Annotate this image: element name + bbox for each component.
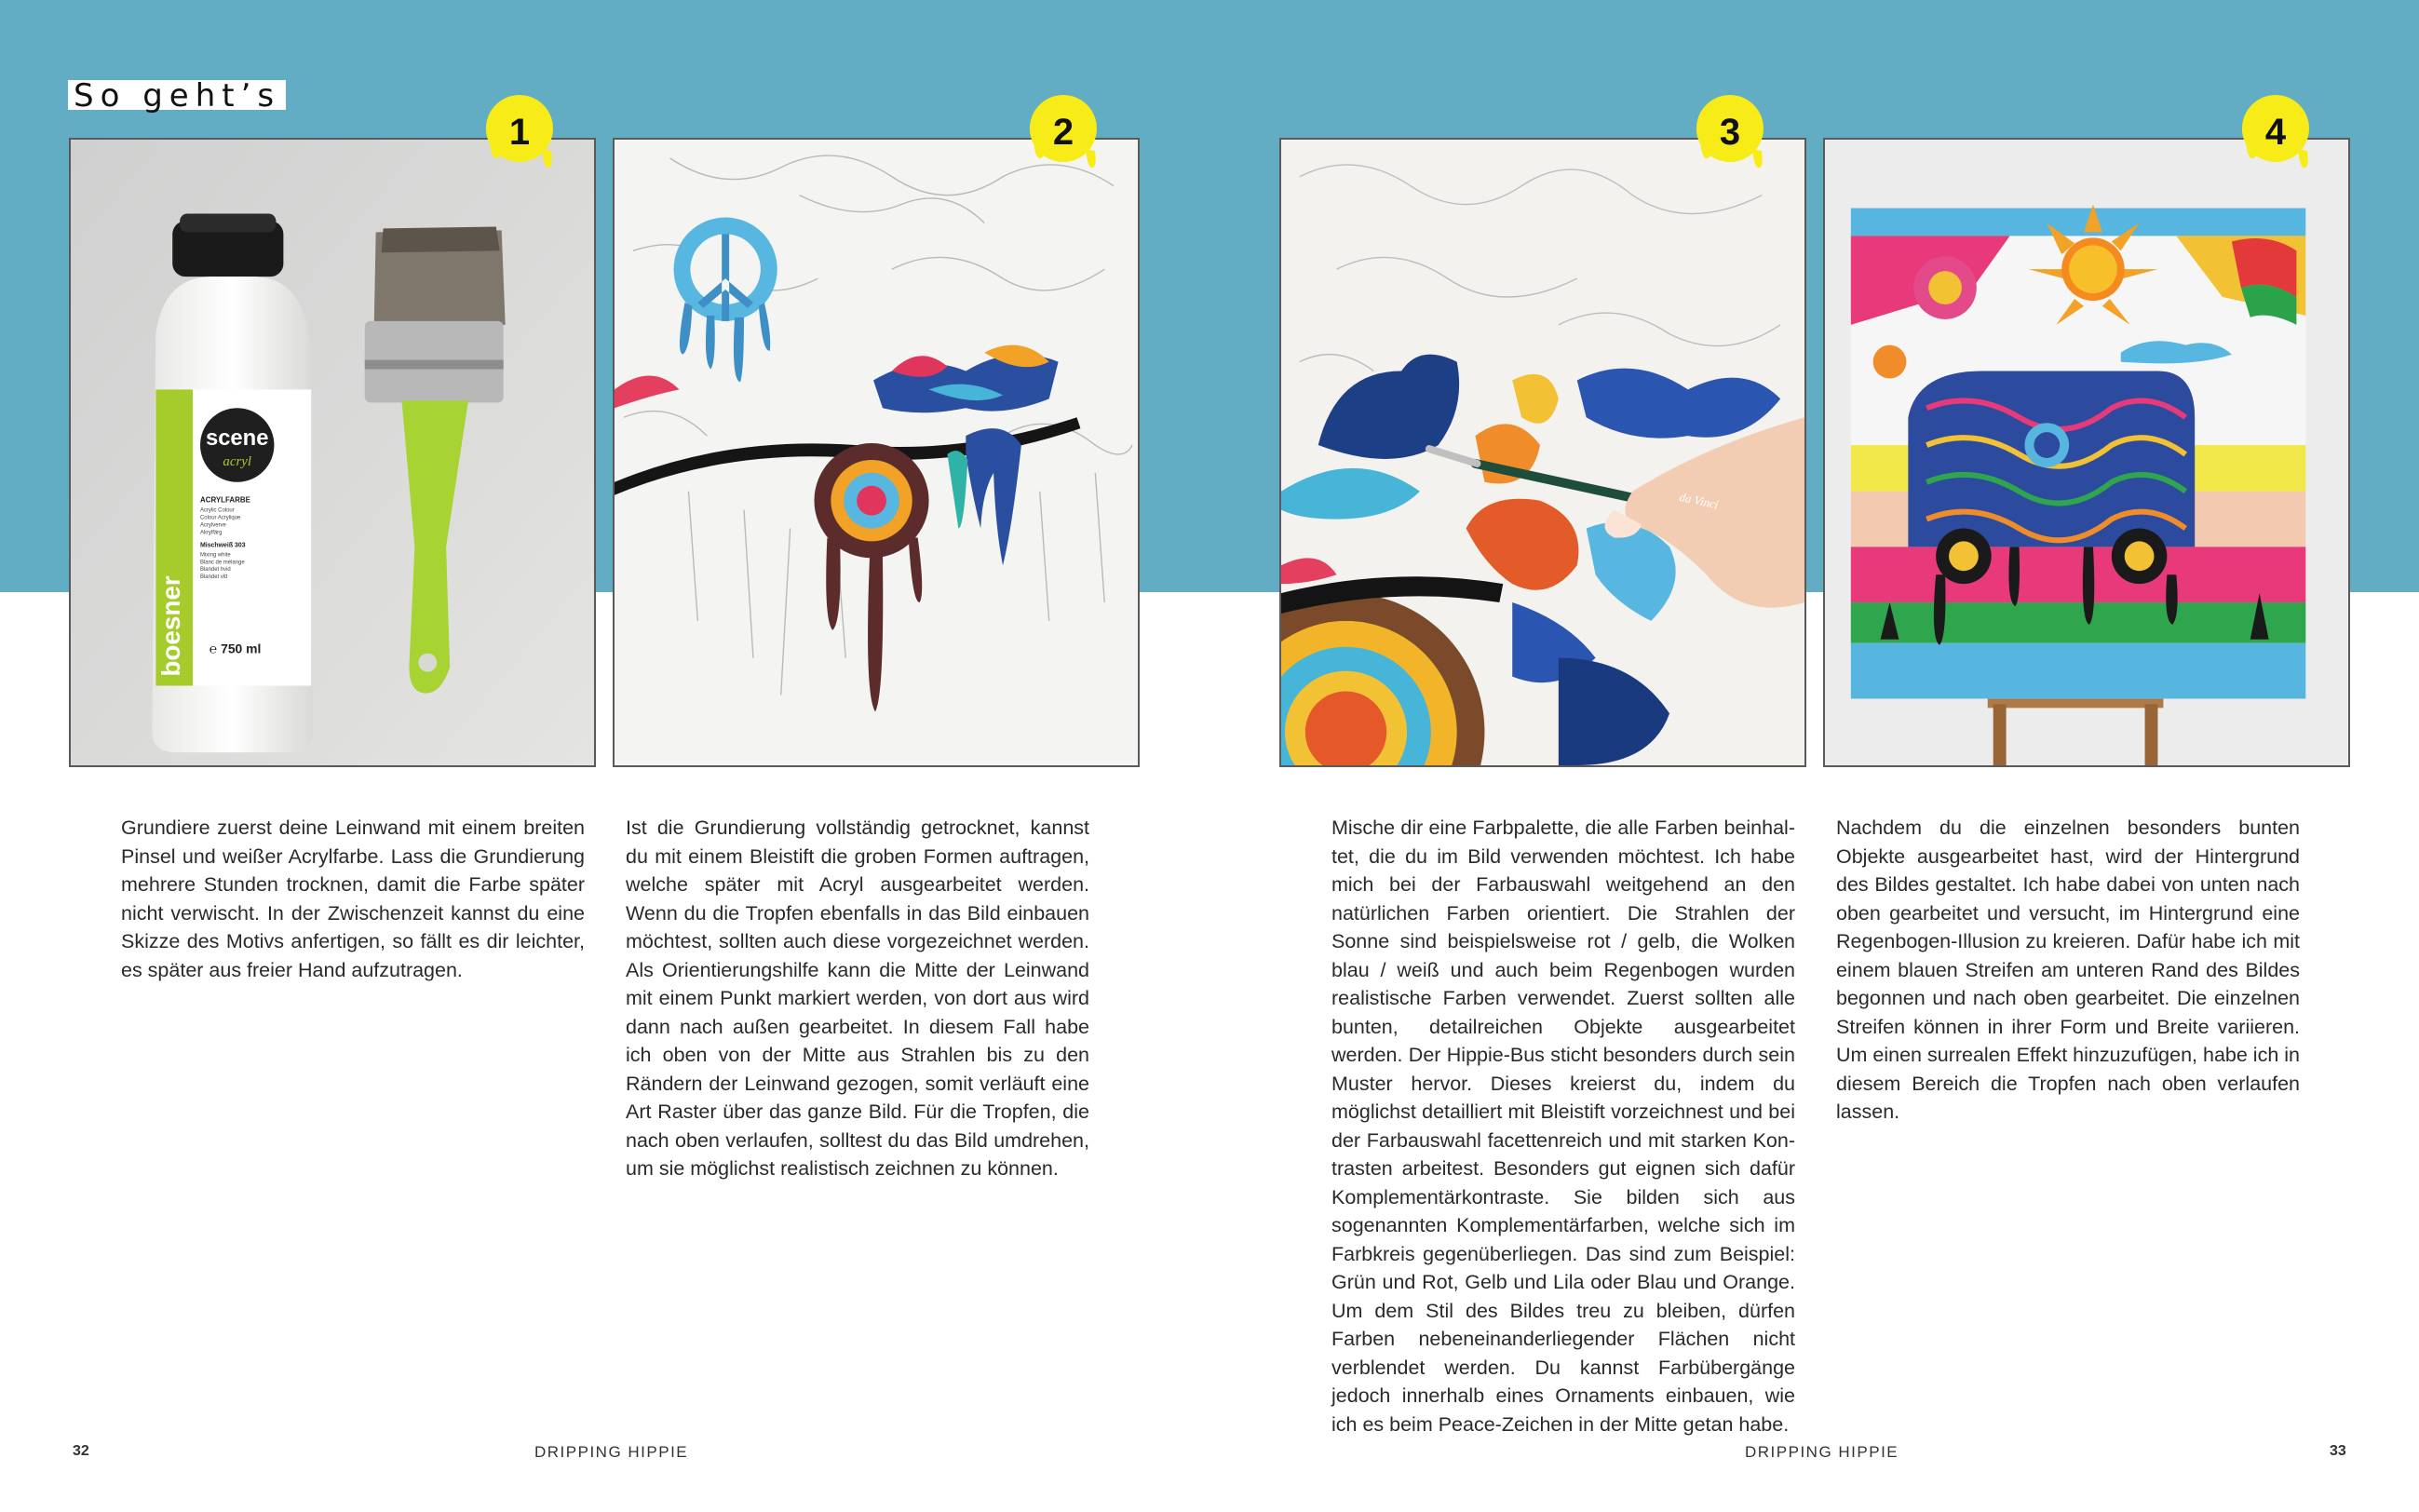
step-2-photo — [613, 138, 1140, 767]
bottle-color-line: Blandet vitt — [200, 574, 228, 581]
bottle-product-name: scene — [205, 425, 269, 452]
step-3-number: 3 — [1719, 112, 1741, 153]
step-3-badge — [1695, 93, 1806, 205]
bottle-color-line: Blandet hvid — [200, 567, 231, 574]
section-heading: So geht’s — [68, 80, 286, 110]
bottle-volume: ℮ 750 ml — [209, 641, 262, 656]
bottle-brand: boesner — [156, 575, 186, 677]
step-4-badge — [2240, 93, 2352, 205]
right-page-number: 33 — [2330, 1443, 2346, 1459]
bottle-label-line: Colour Acrylique — [200, 515, 241, 521]
bottle-product-sub: acryl — [223, 453, 252, 469]
step-1-badge — [484, 93, 596, 205]
step-4-photo — [1823, 138, 2350, 767]
bottle-label-title: ACRYLFARBE — [200, 495, 250, 505]
bottle-label-line: Akrylfärg — [200, 530, 223, 536]
bottle-label-line: Acrylic Colour — [200, 507, 235, 514]
bottle-color-name: Mischweiß 303 — [200, 542, 246, 549]
step-2-number: 2 — [1052, 112, 1074, 153]
step-2-badge — [1028, 93, 1140, 205]
right-running-title: DRIPPING HIPPIE — [1745, 1443, 1899, 1461]
step-1-number: 1 — [508, 112, 531, 153]
bottle-color-line: Blanc de mélange — [200, 560, 245, 566]
step-3-text: Mische dir eine Farbpalette, die alle Farben beinhaltet, die du im Bild verwenden möchtest. Ich habe mich bei der Farbauswahl weitgehend an den natürlichen Farben orientiert. Die Strahlen der Sonne sind beispielsweise rot / gelb, die Wolken blau / weiß und auch beim Regenbogen wurden realistische Farben verwendet. Zuerst sollten alle bunten, detailreichen Objekte ausgearbeitet werden. Der Hippie-Bus sticht besonders durch sein Muster hervor. Dieses kreierst du, indem du möglichst detailliert mit Bleistift vorzeichnest und bei der Farbauswahl facettenreich und mit starken Kontrasten arbeitest. Besonders gut eignen sich dafür Komplementärkontraste. Sie bilden sich aus sogenannten Komplementärfarben, welche sich im Farbkreis gegenüberliegen. Das sind zum Beispiel: Grün und Rot, Gelb und Lila oder Blau und Orange. Um dem Stil des Bildes treu zu bleiben, dürfen Farben nebeneinanderliegender Flächen nicht verblendet werden. Du kannst Farbübergänge jedoch innerhalb eines Ornaments einbauen, wie ich es beim Peace-Zeichen in der Mitte getan habe. — [1331, 817, 1795, 1436]
step-1-photo — [69, 138, 596, 767]
step-3-photo — [1279, 138, 1806, 767]
brush-label: da Vinci — [1678, 489, 1720, 512]
left-page-number: 32 — [73, 1443, 89, 1459]
step-1-text: Grundiere zuerst deine Leinwand mit einem breiten Pinsel und weißer Acrylfarbe. Lass die Grundierung mehrere Stunden trocknen, damit die Farbe später nicht verwischt. In der Zwischenzeit kannst du eine Skizze des Motivs anfertigen, so fällt es dir leichter, es später aus freier Hand aufzutragen. — [121, 817, 585, 981]
left-running-title: DRIPPING HIPPIE — [534, 1443, 689, 1461]
step-4-text: Nachdem du die einzelnen besonders bunten Objekte ausgearbeitet hast, wird der Hintergrund des Bildes gestaltet. Ich habe dabei von unten nach oben gearbeitet und versucht, im Hintergrund eine Regenbogen-Illusion zu kreieren. Dafür habe ich mit einem blauen Streifen am unteren Rand des Bildes begonnen und nach oben gearbeitet. Die einzelnen Streifen können in ihrer Form und Breite variieren. Um einen surrealen Effekt hinzuzufügen, habe ich in diesem Bereich die Tropfen nach oben verlaufen lassen. — [1836, 817, 2300, 1123]
step-4-number: 4 — [2264, 112, 2287, 153]
bottle-label-line: Acrylverve — [200, 522, 226, 529]
bottle-color-line: Mixing white — [200, 552, 231, 559]
step-2-text: Ist die Grundierung vollständig getrocknet, kannst du mit einem Bleistift die groben Formen auftragen, welche später mit Acryl ausgearbeitet werden. Wenn du die Tropfen ebenfalls in das Bild einbauen möchtest, sollten auch diese vorgezeichnet werden. Als Orientierungshilfe kann die Mitte der Leinwand mit einem Punkt markiert werden, von dort aus wird dann nach außen gearbeitet. In diesem Fall habe ich oben von der Mitte aus Strahlen bis zu den Rändern der Leinwand gezogen, somit verläuft eine Art Raster über das ganze Bild. Für die Tropfen, die nach oben verlaufen, solltest du das Bild umdrehen, um sie möglichst realistisch zeichnen zu können. — [626, 817, 1089, 1180]
